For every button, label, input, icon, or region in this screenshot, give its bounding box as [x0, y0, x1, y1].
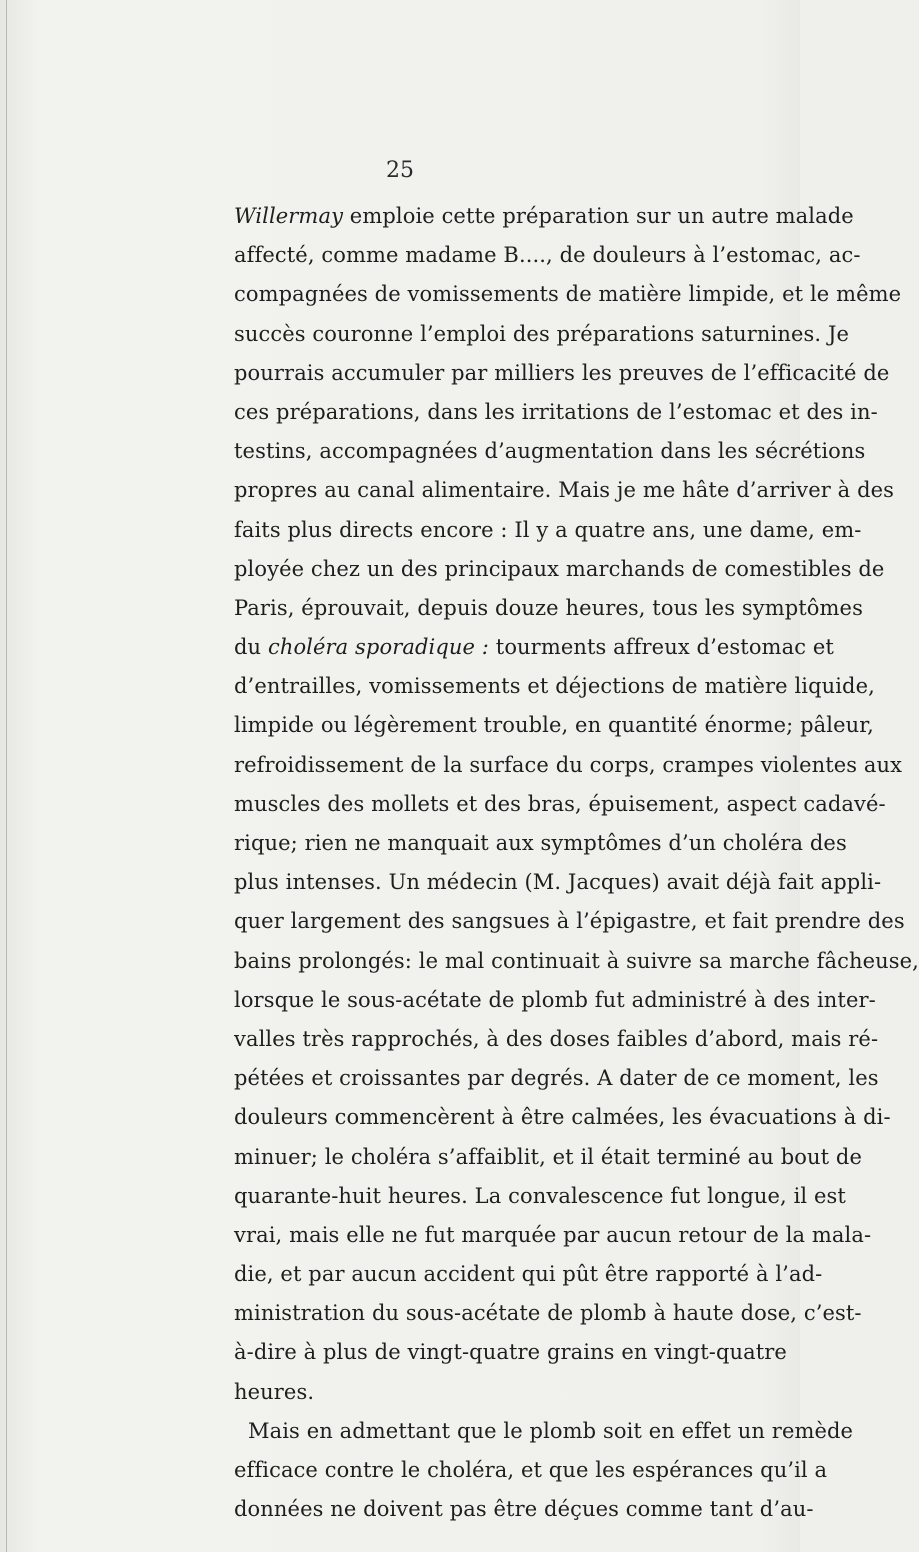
text-run: propres au canal alimentaire. Mais je me hâte d’arriver à des	[234, 478, 895, 503]
text-line	[234, 1490, 814, 1529]
text-line	[234, 1098, 891, 1137]
text-line	[234, 1412, 854, 1451]
text-run: minuer; le choléra s’affaiblit, et il était terminé au bout de	[234, 1144, 862, 1169]
text-line	[234, 1333, 787, 1372]
text-run: efficace contre le choléra, et que les espérances qu’il a	[234, 1458, 828, 1482]
text-line	[234, 393, 878, 432]
text-run: limpide ou légèrement trouble, en quantité énorme; pâleur,	[234, 713, 874, 738]
text-run: quer largement des sangsues à l’épigastre, et fait prendre des	[234, 909, 905, 934]
text-run: pourrais accumuler par milliers les preuves de l’efficacité de	[234, 360, 890, 385]
text-run: affecté, comme madame B...., de douleurs à l’estomac, ac-	[234, 243, 861, 268]
text-run: testins, accompagnées d’augmentation dans les sécrétions	[234, 439, 866, 464]
text-line	[234, 550, 885, 589]
text-run: pétées et croissantes par degrés. A dater de ce moment, les	[234, 1066, 879, 1091]
text-run: Mais en admettant que le plomb soit en effet un remède	[248, 1418, 854, 1443]
text-line	[234, 863, 882, 902]
text-line	[234, 511, 862, 550]
text-line	[234, 1294, 862, 1333]
text-run: Paris, éprouvait, depuis douze heures, tous les symptômes	[234, 595, 863, 620]
text-line	[234, 236, 861, 275]
text-run: rique; rien ne manquait aux symptômes d’un choléra des	[234, 831, 847, 855]
text-line	[234, 1373, 754, 1412]
text-line	[234, 1020, 879, 1059]
text-run: d’entrailles, vomissements et déjections de matière liquide,	[234, 674, 875, 699]
text-line	[234, 197, 854, 236]
text-line	[234, 785, 886, 824]
text-line	[234, 315, 849, 354]
text-run: ces préparations, dans les irritations de l’estomac et des in-	[234, 399, 878, 424]
text-run: die, et par aucun accident qui pût être rapporté à l’ad-	[234, 1262, 823, 1287]
body-text	[234, 197, 919, 1529]
text-line	[234, 1216, 872, 1255]
text-run: lorsque le sous-acétate de plomb fut administré à des inter-	[234, 987, 876, 1012]
page-number: 25	[386, 158, 414, 183]
text-line	[234, 746, 903, 785]
text-line	[234, 706, 874, 745]
text-line	[234, 981, 876, 1020]
text-line	[234, 902, 905, 941]
text-run: quarante-huit heures. La convalescence fut longue, il est	[234, 1183, 846, 1208]
text-run: emploie cette préparation sur un autre malade	[343, 204, 854, 228]
text-run: plus intenses. Un médecin (M. Jacques) avait déjà fait appli-	[234, 870, 882, 895]
text-line	[234, 824, 847, 863]
text-line	[234, 275, 902, 314]
text-run: à-dire à plus de vingt-quatre grains en vingt-quatre	[234, 1340, 787, 1365]
text-line	[234, 667, 875, 706]
text-run: ployée chez un des principaux marchands de comestibles de	[234, 556, 885, 581]
text-line	[234, 1059, 879, 1098]
text-run: bains prolongés: le mal continuait à suivre sa marche fâcheuse,	[234, 948, 919, 973]
text-run: muscles des mollets et des bras, épuisement, aspect cadavé-	[234, 791, 886, 816]
italic-term: Willermay	[234, 204, 344, 228]
text-line	[234, 942, 919, 981]
text-run: douleurs commencèrent à être calmées, les évacuations à di-	[234, 1105, 891, 1130]
text-line	[234, 354, 890, 393]
text-line	[234, 1138, 862, 1177]
text-run: heures.	[234, 1379, 315, 1404]
page-edge-mark	[6, 0, 7, 1552]
text-line	[234, 1177, 846, 1216]
text-run: du	[234, 635, 268, 660]
text-run: vrai, mais elle ne fut marquée par aucun retour de la mala-	[234, 1222, 872, 1247]
text-run: succès couronne l’emploi des préparations saturnines. Je	[234, 321, 849, 346]
text-line	[234, 471, 895, 510]
italic-term: choléra sporadique :	[267, 635, 489, 660]
text-run: faits plus directs encore : Il y a quatre ans, une dame, em-	[234, 517, 862, 542]
text-line	[234, 1255, 823, 1294]
text-line	[234, 589, 863, 628]
text-run: compagnées de vomissements de matière limpide, et le même	[234, 282, 902, 307]
text-run: données ne doivent pas être déçues comme tant d’au-	[234, 1497, 814, 1522]
text-run: valles très rapprochés, à des doses faibles d’abord, mais ré-	[234, 1026, 879, 1051]
text-run: ministration du sous-acétate de plomb à haute dose, c’est-	[234, 1301, 862, 1326]
text-line	[234, 1451, 828, 1490]
text-run: tourments affreux d’estomac et	[489, 635, 834, 660]
text-run: refroidissement de la surface du corps, crampes violentes aux	[234, 752, 903, 777]
text-line	[234, 628, 834, 667]
text-line	[234, 432, 866, 471]
